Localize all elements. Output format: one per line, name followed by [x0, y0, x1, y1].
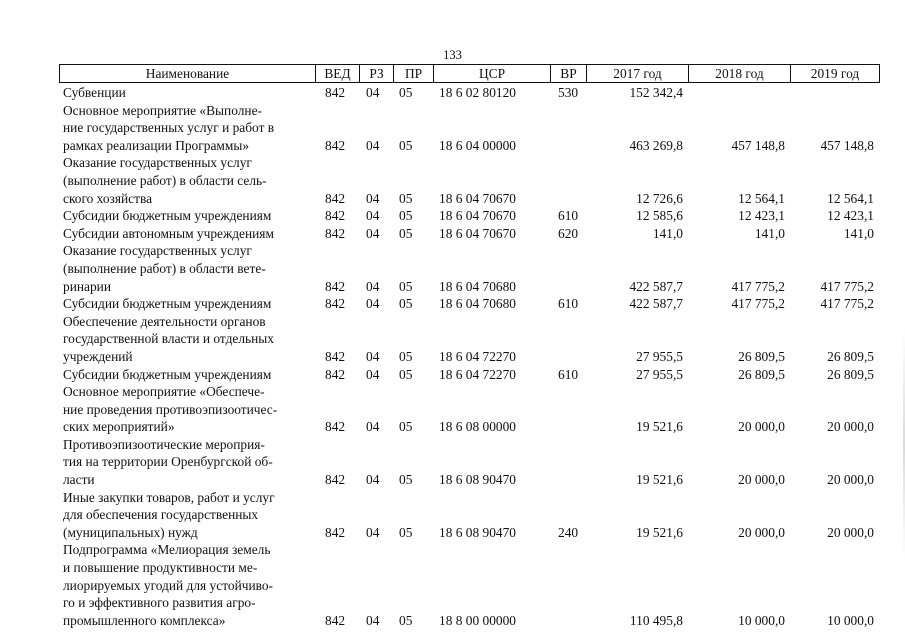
table-row — [0, 207, 905, 225]
table-body — [0, 84, 905, 629]
cell-pr: 05 — [399, 208, 413, 224]
row-name-line: Субсидии автономным учреждениям — [63, 225, 274, 241]
cell-rz: 04 — [366, 85, 380, 100]
cell-rz: 04 — [366, 524, 380, 540]
row-name-line: (выполнение работ) в области сель- — [63, 172, 267, 188]
cell-pr: 05 — [399, 612, 413, 628]
row-name-line: Иные закупки товаров, работ и услуг — [63, 489, 275, 505]
cell-ved: 842 — [325, 208, 346, 224]
table-row — [0, 242, 905, 295]
cell-csr: 18 6 08 00000 — [439, 419, 516, 435]
cell-csr: 18 6 04 70670 — [439, 190, 516, 206]
cell-2017: 19 521,6 — [636, 419, 683, 435]
cell-ved: 842 — [325, 612, 346, 628]
row-name-line: Оказание государственных услуг — [63, 155, 252, 171]
cell-ved: 842 — [325, 137, 346, 153]
row-name — [63, 383, 315, 436]
row-name — [63, 84, 315, 102]
cell-2018: 20 000,0 — [738, 524, 785, 540]
row-name-line: (муниципальных) нужд — [63, 524, 198, 540]
header-csr: ЦСР — [433, 65, 550, 82]
row-name-line: учреждений — [63, 348, 133, 364]
row-name-line: ние проведения противоэпизоотичес- — [63, 401, 278, 417]
row-name-line: Субсидии бюджетным учреждениям — [63, 296, 272, 312]
row-name — [63, 154, 315, 207]
cell-ved: 842 — [325, 85, 346, 100]
row-name-line: Субвенции — [63, 85, 126, 100]
cell-2019: 12 423,1 — [827, 208, 874, 224]
row-name-line: Противоэпизоотические мероприя- — [63, 436, 265, 452]
cell-rz: 04 — [366, 296, 380, 312]
cell-ved: 842 — [325, 472, 346, 488]
cell-csr: 18 6 08 90470 — [439, 524, 516, 540]
cell-pr: 05 — [399, 366, 413, 382]
cell-pr: 05 — [399, 348, 413, 364]
row-name-line: ласти — [63, 472, 95, 488]
table-row — [0, 383, 905, 436]
cell-2018: 26 809,5 — [738, 366, 785, 382]
cell-csr: 18 8 00 00000 — [439, 612, 516, 628]
cell-2017: 19 521,6 — [636, 472, 683, 488]
row-name-line: (выполнение работ) в области вете- — [63, 260, 266, 276]
table-header — [59, 64, 880, 83]
cell-rz: 04 — [366, 190, 380, 206]
cell-pr: 05 — [399, 190, 413, 206]
header-pr: ПР — [393, 65, 433, 82]
cell-csr: 18 6 08 90470 — [439, 472, 516, 488]
row-name — [63, 102, 315, 155]
row-name-line: Основное мероприятие «Обеспече- — [63, 384, 265, 400]
row-name-line: Субсидии бюджетным учреждениям — [63, 208, 272, 224]
row-name-line: ринарии — [63, 278, 111, 294]
cell-2019: 12 564,1 — [827, 190, 874, 206]
row-name-line: ние государственных услуг и работ в — [63, 120, 275, 136]
row-name-line: Обеспечение деятельности органов — [63, 313, 266, 329]
cell-ved: 842 — [325, 419, 346, 435]
cell-2019: 417 775,2 — [820, 278, 874, 294]
row-name-line: Субсидии бюджетным учреждениям — [63, 366, 272, 382]
cell-2019: 26 809,5 — [827, 366, 874, 382]
table-row — [0, 225, 905, 243]
cell-2019: 26 809,5 — [827, 348, 874, 364]
cell-2019: 10 000,0 — [827, 612, 874, 628]
cell-csr: 18 6 04 72270 — [439, 366, 516, 382]
header-vr: ВР — [550, 65, 586, 82]
row-name-line: для обеспечения государственных — [63, 507, 259, 523]
cell-pr: 05 — [399, 278, 413, 294]
table-row — [0, 84, 905, 102]
cell-vr: 240 — [558, 524, 579, 540]
cell-ved: 842 — [325, 278, 346, 294]
cell-2017: 422 587,7 — [629, 296, 683, 312]
cell-ved: 842 — [325, 524, 346, 540]
row-name-line: ского хозяйства — [63, 190, 153, 206]
row-name-line: тия на территории Оренбургской об- — [63, 454, 273, 470]
cell-2018: 417 775,2 — [731, 296, 785, 312]
cell-2019: 20 000,0 — [827, 524, 874, 540]
row-name — [63, 207, 315, 225]
row-name-line: лиорируемых угодий для устойчиво- — [63, 577, 274, 593]
cell-2019: 20 000,0 — [827, 472, 874, 488]
cell-vr: 620 — [558, 225, 579, 241]
row-name — [63, 541, 315, 629]
cell-2017: 19 521,6 — [636, 524, 683, 540]
row-name-line: государственной власти и отдельных — [63, 331, 274, 347]
cell-ved: 842 — [325, 225, 346, 241]
cell-pr: 05 — [399, 296, 413, 312]
table-row — [0, 489, 905, 542]
row-name — [63, 242, 315, 295]
row-name-line: рамках реализации Программы» — [63, 137, 250, 153]
table-row — [0, 436, 905, 489]
cell-pr: 05 — [399, 419, 413, 435]
cell-rz: 04 — [366, 612, 380, 628]
header-name: Наименование — [145, 66, 230, 81]
row-name-line: го и эффективного развития агро- — [63, 595, 256, 611]
table-row — [0, 541, 905, 629]
cell-rz: 04 — [366, 472, 380, 488]
cell-csr: 18 6 04 70670 — [439, 208, 516, 224]
cell-pr: 05 — [399, 225, 413, 241]
cell-2018: 417 775,2 — [731, 278, 785, 294]
cell-2018: 457 148,8 — [731, 137, 785, 153]
cell-2018: 26 809,5 — [738, 348, 785, 364]
cell-2018: 20 000,0 — [738, 472, 785, 488]
row-name-line: и повышение продуктивности ме- — [63, 560, 258, 576]
cell-2017: 27 955,5 — [636, 348, 683, 364]
cell-2017: 12 726,6 — [636, 190, 683, 206]
cell-csr: 18 6 04 70670 — [439, 225, 516, 241]
row-name-line: промышленного комплекса» — [63, 612, 226, 628]
cell-vr: 610 — [558, 296, 579, 312]
cell-2019: 141,0 — [843, 225, 874, 241]
cell-2018: 20 000,0 — [738, 419, 785, 435]
cell-pr: 05 — [399, 137, 413, 153]
cell-2017: 12 585,6 — [636, 208, 683, 224]
cell-2018: 141,0 — [754, 225, 785, 241]
cell-rz: 04 — [366, 137, 380, 153]
table-row — [0, 102, 905, 155]
cell-2017: 152 342,4 — [629, 85, 683, 100]
cell-rz: 04 — [366, 348, 380, 364]
cell-2017: 27 955,5 — [636, 366, 683, 382]
row-name — [63, 366, 315, 384]
cell-ved: 842 — [325, 296, 346, 312]
table-row — [0, 313, 905, 366]
header-2017: 2017 год — [586, 65, 688, 82]
cell-pr: 05 — [399, 472, 413, 488]
cell-csr: 18 6 04 72270 — [439, 348, 516, 364]
header-rz: РЗ — [359, 65, 393, 82]
cell-pr: 05 — [399, 524, 413, 540]
page-number: 133 — [443, 48, 462, 62]
cell-2019: 20 000,0 — [827, 419, 874, 435]
row-name — [63, 313, 315, 366]
cell-csr: 18 6 04 70680 — [439, 296, 516, 312]
cell-rz: 04 — [366, 278, 380, 294]
cell-csr: 18 6 02 80120 — [439, 85, 516, 100]
row-name-line: Подпрограмма «Мелиорация земель — [63, 542, 271, 558]
cell-ved: 842 — [325, 366, 346, 382]
cell-csr: 18 6 04 00000 — [439, 137, 516, 153]
table-row — [0, 366, 905, 384]
row-name-line: Оказание государственных услуг — [63, 243, 252, 259]
cell-2018: 12 423,1 — [738, 208, 785, 224]
cell-2017: 141,0 — [652, 225, 683, 241]
cell-rz: 04 — [366, 208, 380, 224]
table-row — [0, 295, 905, 313]
cell-rz: 04 — [366, 225, 380, 241]
cell-2019: 457 148,8 — [820, 137, 874, 153]
header-ved: ВЕД — [315, 65, 359, 82]
cell-vr: 530 — [558, 85, 579, 100]
row-name-line: ских мероприятий» — [63, 419, 175, 435]
row-name — [63, 436, 315, 489]
row-name — [63, 225, 315, 243]
cell-2017: 110 495,8 — [629, 612, 683, 628]
cell-ved: 842 — [325, 348, 346, 364]
cell-csr: 18 6 04 70680 — [439, 278, 516, 294]
row-name — [63, 295, 315, 313]
cell-rz: 04 — [366, 366, 380, 382]
table-row — [0, 154, 905, 207]
cell-rz: 04 — [366, 419, 380, 435]
row-name-line: Основное мероприятие «Выполне- — [63, 102, 262, 118]
header-2019: 2019 год — [790, 65, 879, 82]
cell-vr: 610 — [558, 208, 579, 224]
cell-2018: 10 000,0 — [738, 612, 785, 628]
header-2018: 2018 год — [688, 65, 790, 82]
row-name — [63, 489, 315, 542]
cell-2019: 417 775,2 — [820, 296, 874, 312]
cell-2018: 12 564,1 — [738, 190, 785, 206]
cell-vr: 610 — [558, 366, 579, 382]
cell-ved: 842 — [325, 190, 346, 206]
cell-2017: 422 587,7 — [629, 278, 683, 294]
cell-2017: 463 269,8 — [629, 137, 683, 153]
cell-pr: 05 — [399, 85, 413, 100]
